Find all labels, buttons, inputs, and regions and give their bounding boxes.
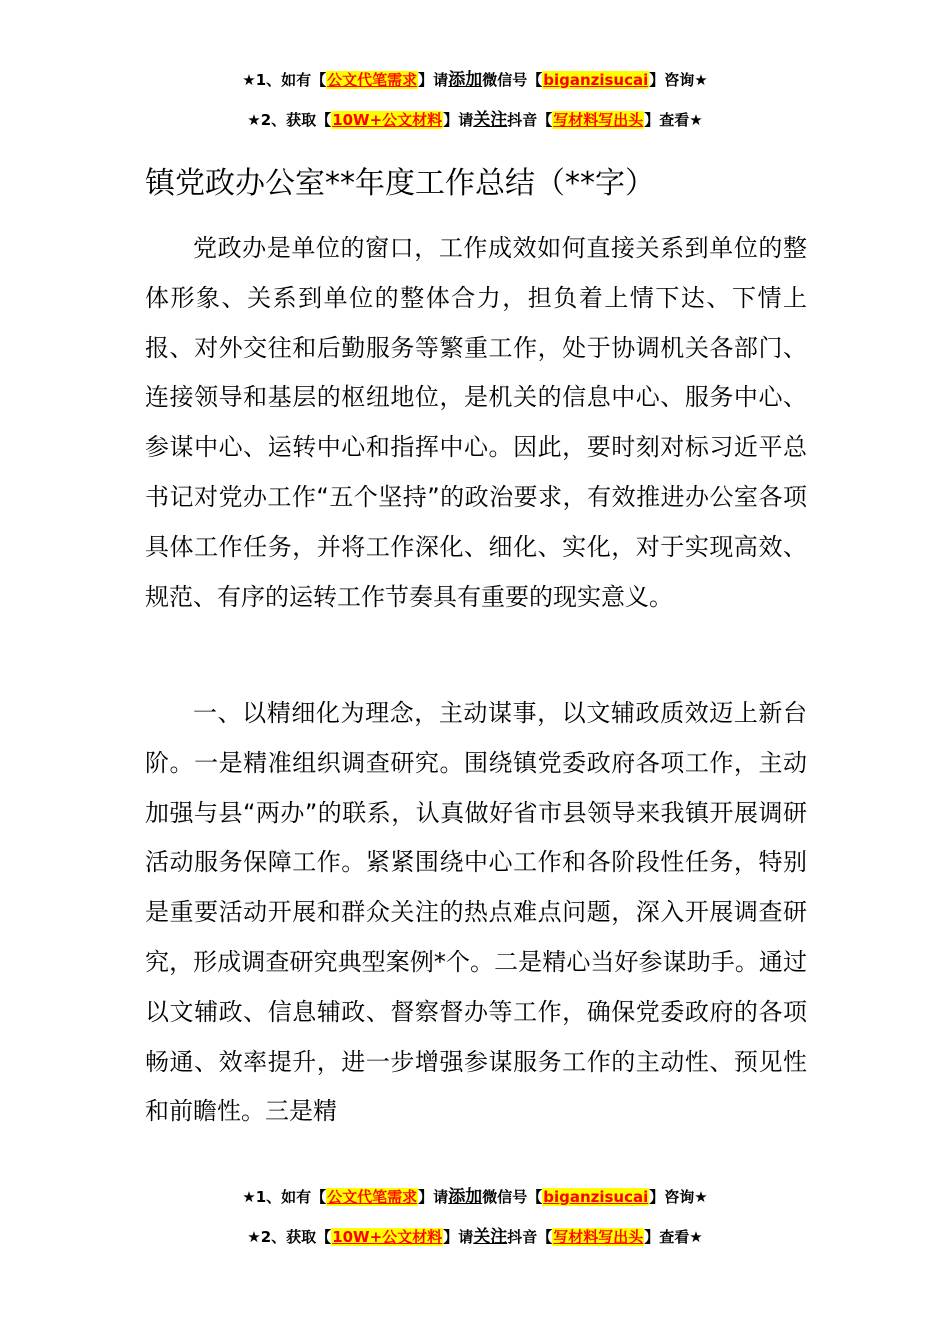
banner-text: 】咨询★ xyxy=(649,1188,708,1206)
banner-text: 微信号【 xyxy=(482,71,543,89)
banner-text: 】请 xyxy=(418,71,449,89)
bottom-banner-line-1 xyxy=(0,1187,950,1207)
banner-text: 】咨询★ xyxy=(649,71,708,89)
banner-text: 抖音【 xyxy=(507,1228,553,1246)
banner-emphasis: 添加 xyxy=(448,70,483,90)
top-banner-line-2 xyxy=(0,110,950,130)
banner-highlight: 公文代笔需求 xyxy=(327,71,418,89)
banner-highlight: biganzisucai xyxy=(543,71,649,89)
banner-text: 】查看★ xyxy=(644,1228,703,1246)
body-paragraph: 一、以精细化为理念，主动谋事，以文辅政质效迈上新台阶。一是精准组织调查研究。围绕镇党委政府各项工作，主动加强与县“两办”的联系，认真做好省市县领导来我镇开展调研活动服务保障工作。紧紧围绕中心工作和各阶段性任务，特别是重要活动开展和群众关注的热点难点问题，深入开展调查研究，形成调查研究典型案例*个。二是精心当好参谋助手。通过以文辅政、信息辅政、督察督办等工作，确保党委政府的各项畅通、效率提升，进一步增强参谋服务工作的主动性、预见性和前瞻性。三是精 xyxy=(145,699,807,1126)
banner-text: ★1、如有【 xyxy=(242,71,327,89)
banner-text: 】请 xyxy=(418,1188,449,1206)
banner-emphasis: 添加 xyxy=(448,1187,483,1207)
top-banner-line-1 xyxy=(0,70,950,90)
banner-text: 】查看★ xyxy=(644,111,703,129)
banner-emphasis: 关注 xyxy=(473,1227,508,1247)
banner-highlight: 10W+公文材料 xyxy=(332,1228,443,1246)
banner-text: 】请 xyxy=(443,1228,474,1246)
document-title: 镇党政办公室**年度工作总结（**字） xyxy=(145,166,655,201)
banner-text: ★2、获取【 xyxy=(247,111,332,129)
banner-text: 】请 xyxy=(443,111,474,129)
body-paragraph: 党政办是单位的窗口，工作成效如何直接关系到单位的整体形象、关系到单位的整体合力，担负着上情下达、下情上报、对外交往和后勤服务等繁重工作，处于协调机关各部门、连接领导和基层的枢纽地位，是机关的信息中心、服务中心、参谋中心、运转中心和指挥中心。因此，要时刻对标习近平总书记对党办工作“五个坚持”的政治要求，有效推进办公室各项具体工作任务，并将工作深化、细化、实化，对于实现高效、规范、有序的运转工作节奏具有重要的现实意义。 xyxy=(145,234,807,611)
banner-text: ★1、如有【 xyxy=(242,1188,327,1206)
banner-highlight: 写材料写出头 xyxy=(553,1228,644,1246)
banner-text: ★2、获取【 xyxy=(247,1228,332,1246)
banner-highlight: 公文代笔需求 xyxy=(327,1188,418,1206)
banner-text: 微信号【 xyxy=(482,1188,543,1206)
bottom-banner-line-2 xyxy=(0,1227,950,1247)
banner-text: 抖音【 xyxy=(507,111,553,129)
banner-emphasis: 关注 xyxy=(473,110,508,130)
banner-highlight: biganzisucai xyxy=(543,1188,649,1206)
banner-highlight: 10W+公文材料 xyxy=(332,111,443,129)
banner-highlight: 写材料写出头 xyxy=(553,111,644,129)
